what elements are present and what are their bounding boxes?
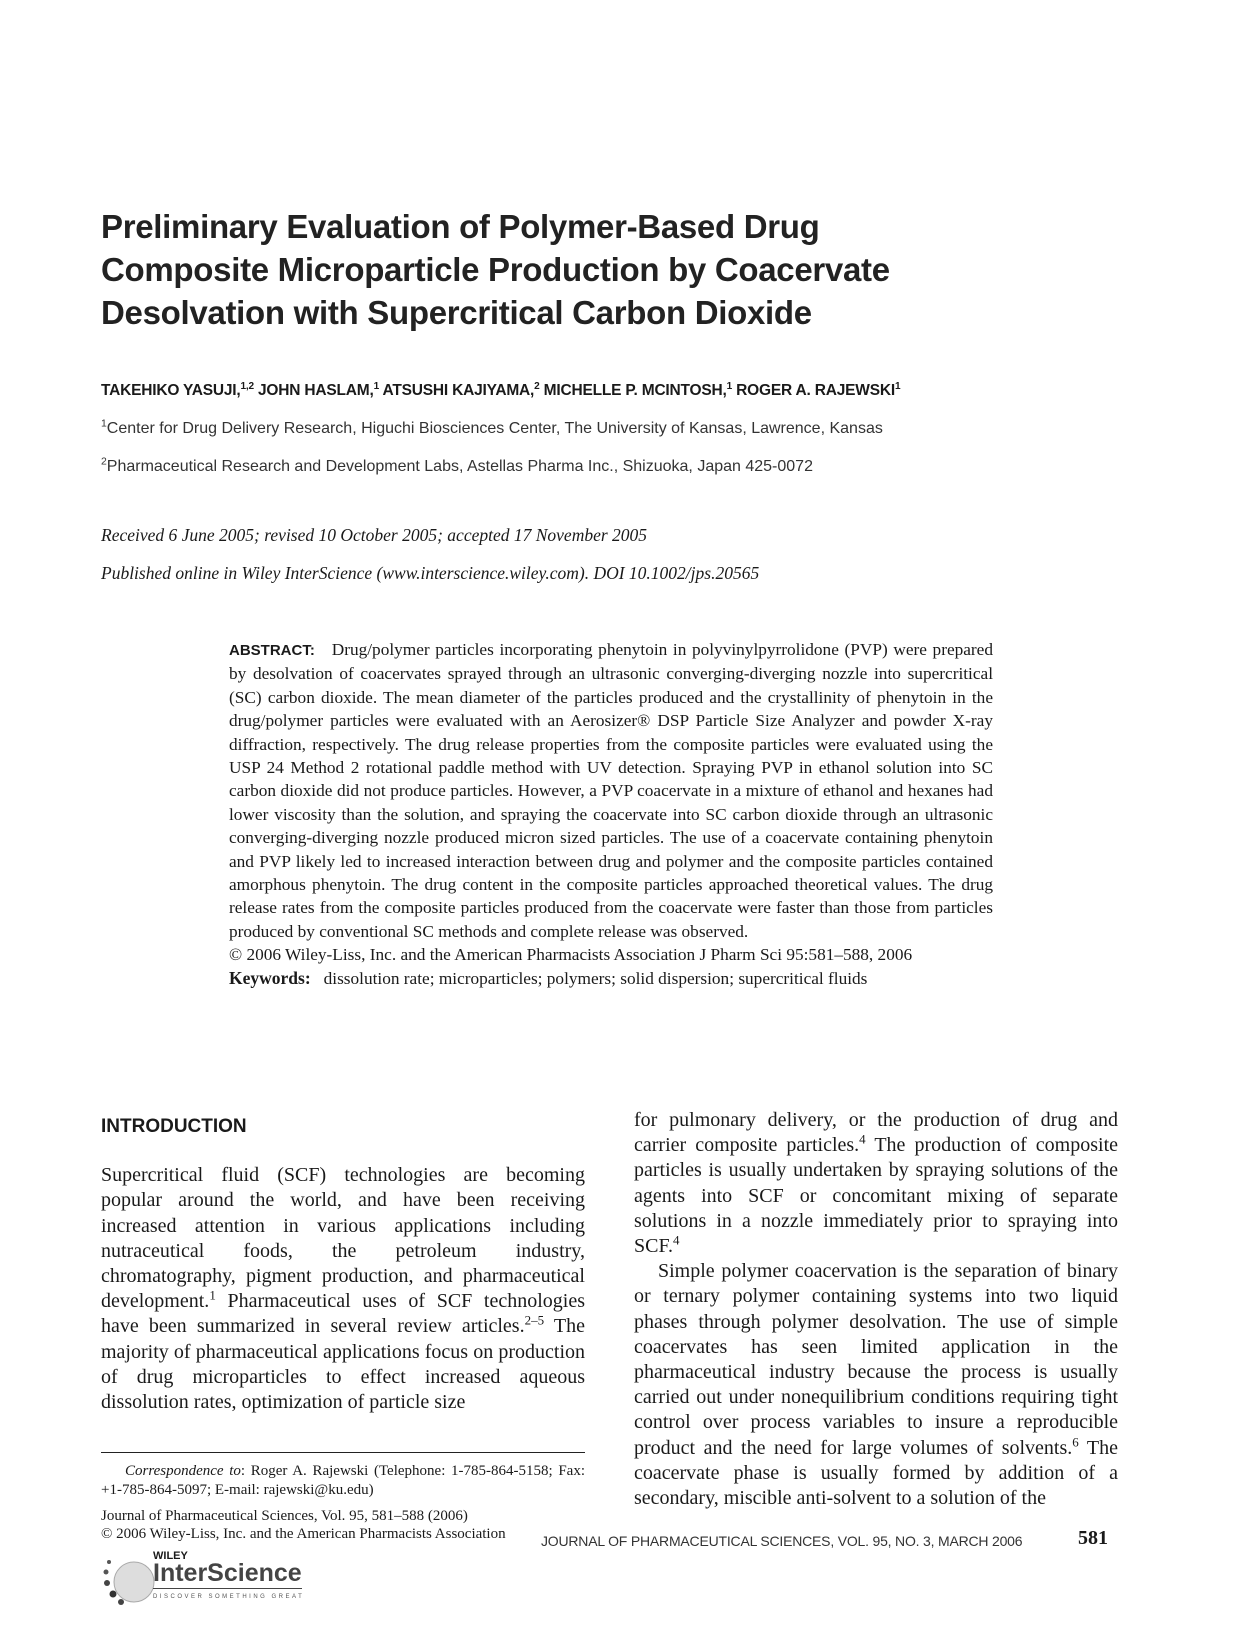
affiliation [101,458,813,476]
page-number: 581 [1078,1527,1108,1549]
affiliation-sup: 1 [101,418,107,430]
author: ROGER A. RAJEWSKI [732,382,895,399]
running-footer: JOURNAL OF PHARMACEUTICAL SCIENCES, VOL. 95, NO. 3, MARCH 2006 [541,1533,1023,1549]
author-sup: 1 [373,380,379,392]
abstract-copyright: © 2006 Wiley-Liss, Inc. and the American Pharmacists Association J Pharm Sci 95:581–588, 2006 [229,945,913,965]
paragraph [634,1259,1118,1511]
journal-citation: Journal of Pharmaceutical Sciences, Vol. 95, 581–588 (2006) [101,1508,468,1524]
received-dates: Received 6 June 2005; revised 10 October 2005; accepted 17 November 2005 [101,525,648,545]
footnote-divider [101,1452,585,1453]
citation: 4 [672,1232,680,1248]
paragraph [634,1108,1118,1259]
abstract-label: ABSTRACT: [229,642,315,659]
citation: 1 [209,1287,216,1303]
author: TAKEHIKO YASUJI, [101,382,241,399]
text: The coacervate phase is usually formed by addition of a secondary, miscible anti-solvent to a solution of the [634,1436,1119,1510]
correspondence-note [101,1462,585,1500]
wiley-interscience-logo [101,1550,341,1610]
author-sup: 2 [534,380,540,392]
text: for pulmonary delivery, or the production of drug and carrier composite particles. [634,1109,1118,1157]
section-heading: INTRODUCTION [101,1116,247,1137]
title-line: Composite Microparticle Production by Coacervate [101,251,890,288]
author: MICHELLE P. MCINTOSH, [539,382,727,399]
affiliation-text: Pharmaceutical Research and Development Labs, Astellas Pharma Inc., Shizuoka, Japan 425-0072 [106,458,813,475]
text: Pharmaceutical uses of SCF technologies have been summarized in several review articles. [101,1290,585,1338]
citation: 2–5 [524,1312,545,1328]
paper-title [101,205,1101,334]
left-column [101,1111,585,1415]
text: The majority of pharmaceutical applications focus on production of drug microparticles to effect increased aqueous dissolution rates, optimization of particle size [101,1315,585,1414]
author: JOHN HASLAM, [253,382,374,399]
logo-tagline: DISCOVER SOMETHING GREAT [153,1594,305,1600]
published-online: Published online in Wiley InterScience (www.interscience.wiley.com). DOI 10.1002/jps.20565 [101,563,760,583]
correspondence-text: : Roger A. Rajewski (Telephone: 1-785-864-5158; Fax: +1-785-864-5097; E-mail: rajewski@ku.edu) [101,1463,585,1498]
author-sup: 1,2 [240,380,254,392]
keywords [229,967,993,990]
abstract [229,638,993,990]
author-sup: 1 [726,380,733,392]
citation: 6 [1072,1433,1079,1449]
title-line: Preliminary Evaluation of Polymer-Based Drug [101,208,820,245]
abstract-text: Drug/polymer particles incorporating phenytoin in polyvinylpyrrolidone (PVP) were prepared by desolvation of coacervates sprayed through an ultrasonic converging-diverging nozzle into supercritical (SC) carbon dioxide. The mean diameter of the particles produced and the crystallinity of phenytoin in the drug/polymer particles were evaluated with an Aerosizer® DSP Particle Size Analyzer and powder X-ray diffraction, respectively. The drug release properties from the composite particles were evaluated using the USP 24 Method 2 rotational paddle method with UV detection. Spraying PVP in ethanol solution into SC carbon dioxide did not produce particles. However, a PVP coacervate in a mixture of ethanol and hexanes had lower viscosity than the solution, and spraying the coacervate into SC carbon dioxide through an ultrasonic converging-diverging nozzle produced micron sized particles. The use of a coacervate containing phenytoin and PVP likely led to increased interaction between drug and polymer and the composite particles contained amorphous phenytoin. The drug content in the composite particles approached theoretical values. The drug release rates from the composite particles produced from the coacervate were faster than those from particles produced by conventional SC methods and complete release was observed. [229,640,993,941]
affiliation-text: Center for Drug Delivery Research, Higuchi Biosciences Center, The University of Kansas, Lawrence, Kansas [106,420,883,437]
affiliation-sup: 2 [101,456,107,468]
affiliation [101,420,883,438]
paragraph [101,1163,585,1415]
keywords-text: dissolution rate; microparticles; polymers; solid dispersion; supercritical fluids [323,968,868,988]
keywords-label: Keywords: [229,967,311,988]
author-list [101,382,900,400]
text: The production of composite particles is usually undertaken by spraying solutions of the agents into SCF or concomitant mixing of separate solutions in a nozzle immediately prior to spraying into SCF. [634,1134,1119,1258]
right-column [634,1108,1118,1511]
author: ATSUSHI KAJIYAMA, [378,382,535,399]
footnote-copyright: © 2006 Wiley-Liss, Inc. and the American Pharmacists Association [101,1526,506,1542]
text: Supercritical fluid (SCF) technologies are becoming popular around the world, and have been receiving increased attention in various applications including nutraceutical foods, the petroleum industry, chromatography, pigment production, and pharmaceutical development. [101,1164,585,1313]
author-sup: 1 [894,380,901,392]
text: Simple polymer coacervation is the separation of binary or ternary polymer containing systems into two liquid phases through polymer desolvation. The use of simple coacervates has seen limited application in the pharmaceutical industry because the process is usually carried out under nonequilibrium conditions requiring tight control over process variables to insure a reproducible product and the need for large volumes of solvents. [634,1260,1118,1459]
title-line: Desolvation with Supercritical Carbon Dioxide [101,294,812,331]
correspondence-label: Correspondence to [125,1463,241,1479]
logo-interscience: InterScience [153,1559,302,1587]
globe-icon [101,1550,161,1610]
citation: 4 [859,1131,866,1147]
logo-wiley: WILEY [153,1550,188,1562]
